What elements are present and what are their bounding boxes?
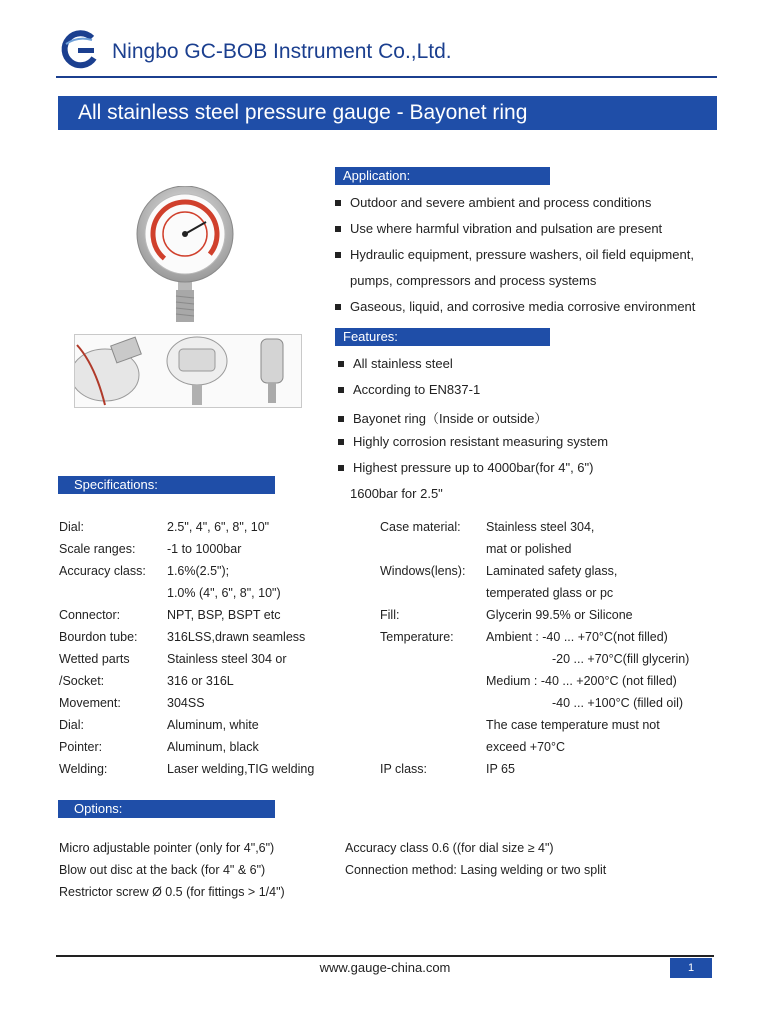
list-item: Hydraulic equipment, pressure washers, oil field equipment, xyxy=(335,247,694,262)
spec-value: The case temperature must not xyxy=(486,718,660,732)
list-item: Highest pressure up to 4000bar(for 4", 6") xyxy=(338,460,593,475)
spec-value: Laminated safety glass, xyxy=(486,564,618,578)
spec-value: 1.0% (4", 6", 8", 10") xyxy=(167,586,281,600)
spec-value: Glycerin 99.5% or Silicone xyxy=(486,608,633,622)
list-item-continuation: 1600bar for 2.5" xyxy=(350,486,443,501)
spec-value: mat or polished xyxy=(486,542,572,556)
options-heading: Options: xyxy=(58,800,275,818)
spec-label: IP class: xyxy=(380,762,428,776)
spec-value: -20 ... +70°C(fill glycerin) xyxy=(552,652,690,666)
spec-table-left xyxy=(59,520,349,790)
list-item: Bayonet ring（Inside or outside） xyxy=(338,408,547,427)
spec-label: Pointer: xyxy=(59,740,103,754)
option-item: Connection method: Lasing welding or two split xyxy=(345,863,607,877)
spec-value: Stainless steel 304, xyxy=(486,520,595,534)
spec-value: 1.6%(2.5"); xyxy=(167,564,230,578)
spec-value: temperated glass or pc xyxy=(486,586,614,600)
spec-value: Medium : -40 ... +200°C (not filled) xyxy=(486,674,677,688)
spec-value: Aluminum, black xyxy=(167,740,259,754)
spec-label: Scale ranges: xyxy=(59,542,136,556)
spec-value: Aluminum, white xyxy=(167,718,259,732)
spec-value: IP 65 xyxy=(486,762,515,776)
application-heading: Application: xyxy=(335,167,550,185)
spec-label: Connector: xyxy=(59,608,121,622)
spec-value: 304SS xyxy=(167,696,205,710)
spec-value: 316 or 316L xyxy=(167,674,234,688)
list-item: According to EN837-1 xyxy=(338,382,480,397)
company-name: Ningbo GC-BOB Instrument Co.,Ltd. xyxy=(112,40,452,63)
spec-value: 2.5", 4", 6", 8", 10" xyxy=(167,520,270,534)
option-item: Blow out disc at the back (for 4" & 6") xyxy=(59,863,266,877)
company-logo xyxy=(58,30,102,70)
footer-website[interactable]: www.gauge-china.com xyxy=(319,960,451,975)
spec-value: NPT, BSP, BSPT etc xyxy=(167,608,281,622)
spec-value: Laser welding,TIG welding xyxy=(167,762,315,776)
list-item: Outdoor and severe ambient and process conditions xyxy=(335,195,651,210)
spec-value: -40 ... +100°C (filled oil) xyxy=(552,696,684,710)
list-item: Gaseous, liquid, and corrosive media corrosive environment xyxy=(335,299,695,314)
list-item-continuation: pumps, compressors and process systems xyxy=(350,273,597,288)
product-photo-strip xyxy=(74,334,302,408)
spec-value: -1 to 1000bar xyxy=(167,542,242,556)
spec-label: Wetted parts xyxy=(59,652,130,666)
features-heading: Features: xyxy=(335,328,550,346)
options-list-right xyxy=(345,841,715,891)
spec-label: /Socket: xyxy=(59,674,105,688)
spec-label: Fill: xyxy=(380,608,400,622)
product-photo-main xyxy=(130,186,240,326)
option-item: Micro adjustable pointer (only for 4",6") xyxy=(59,841,275,855)
spec-value: Stainless steel 304 or xyxy=(167,652,287,666)
page-number: 1 xyxy=(670,958,712,978)
spec-label: Case material: xyxy=(380,520,461,534)
footer-divider xyxy=(56,955,714,957)
option-item: Restrictor screw Ø 0.5 (for fittings > 1/4") xyxy=(59,885,285,899)
spec-value: Ambient : -40 ... +70°C(not filled) xyxy=(486,630,668,644)
application-list xyxy=(335,195,735,325)
page-title: All stainless steel pressure gauge - Bayonet ring xyxy=(58,96,717,130)
list-item: Highly corrosion resistant measuring system xyxy=(338,434,608,449)
option-item: Accuracy class 0.6 ((for dial size ≥ 4") xyxy=(345,841,554,855)
options-list-left xyxy=(59,841,339,911)
list-item: All stainless steel xyxy=(338,356,453,371)
spec-value: 316LSS,drawn seamless xyxy=(167,630,306,644)
spec-table-right xyxy=(380,520,720,790)
spec-label: Temperature: xyxy=(380,630,454,644)
spec-label: Accuracy class: xyxy=(59,564,146,578)
spec-label: Dial: xyxy=(59,520,85,534)
spec-label: Welding: xyxy=(59,762,108,776)
spec-label: Windows(lens): xyxy=(380,564,466,578)
features-list xyxy=(338,356,738,506)
list-item: Use where harmful vibration and pulsation are present xyxy=(335,221,662,236)
specifications-heading: Specifications: xyxy=(58,476,275,494)
spec-value: exceed +70°C xyxy=(486,740,566,754)
header-divider xyxy=(56,76,717,78)
spec-label: Movement: xyxy=(59,696,121,710)
spec-label: Dial: xyxy=(59,718,85,732)
spec-label: Bourdon tube: xyxy=(59,630,138,644)
logo-icon xyxy=(58,30,102,70)
